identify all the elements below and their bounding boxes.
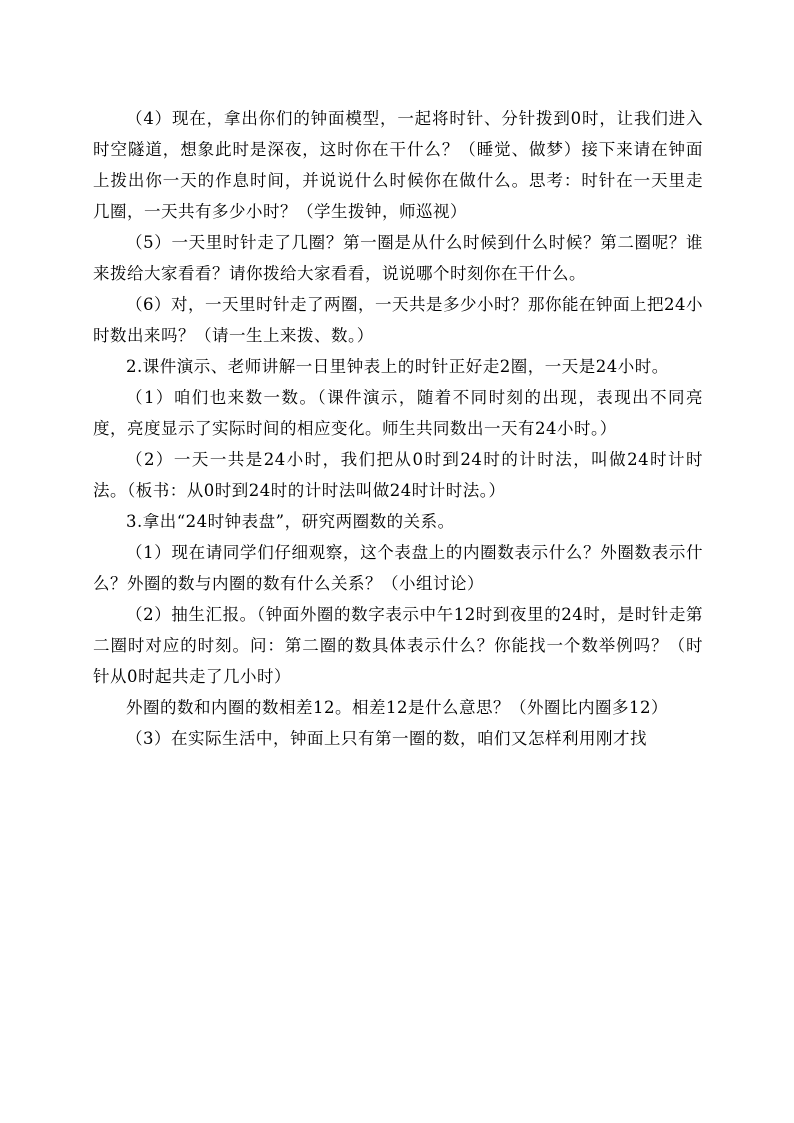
paragraph-step-6: （6）对，一天里时针走了两圈，一天共是多少小时？那你能在钟面上把24小时数出来吗？（请一生上来拨、数。）: [93, 295, 703, 345]
paragraph-section-3-step-3: （3）在实际生活中，钟面上只有第一圈的数，咱们又怎样利用刚才找: [126, 729, 647, 748]
paragraph-section-2-step-2: （2）一天一共是24小时，我们把从0时到24时的计时法，叫做24时计时法。（板书：从0时到24时的计时法叫做24时计时法。）: [93, 450, 703, 500]
paragraph-difference-note: 外圈的数和内圈的数相差12。相差12是什么意思？（外圈比内圈多12）: [126, 698, 668, 717]
document-page: [93, 103, 703, 754]
paragraph-step-5: （5）一天里时针走了几圈？第一圈是从什么时候到什么时候？第二圈呢？谁来拨给大家看看？请你拨给大家看看，说说哪个时刻你在干什么。: [93, 233, 703, 283]
paragraph-section-3-step-1: （1）现在请同学们仔细观察，这个表盘上的内圈数表示什么？外圈数表示什么？外圈的数与内圈的数有什么关系？（小组讨论）: [93, 543, 703, 593]
paragraph-section-3: 3.拿出“24时钟表盘”，研究两圈数的关系。: [126, 512, 455, 531]
paragraph-section-2: 2.课件演示、老师讲解一日里钟表上的时针正好走2圈，一天是24小时。: [126, 357, 669, 376]
paragraph-step-4: （4）现在，拿出你们的钟面模型，一起将时针、分针拨到0时，让我们进入时空隧道，想象此时是深夜，这时你在干什么？（睡觉、做梦）接下来请在钟面上拨出你一天的作息时间，并说说什么时候你在做什么。思考：时针在一天里走几圈，一天共有多少小时？（学生拨钟，师巡视）: [93, 109, 703, 221]
paragraph-section-2-step-1: （1）咱们也来数一数。（课件演示，随着不同时刻的出现，表现出不同亮度，亮度显示了实际时间的相应变化。师生共同数出一天有24小时。）: [93, 388, 703, 438]
paragraph-section-3-step-2: （2）抽生汇报。（钟面外圈的数字表示中午12时到夜里的24时，是时针走第二圈时对应的时刻。问：第二圈的数具体表示什么？你能找一个数举例吗？（时针从0时起共走了几小时）: [93, 605, 703, 686]
